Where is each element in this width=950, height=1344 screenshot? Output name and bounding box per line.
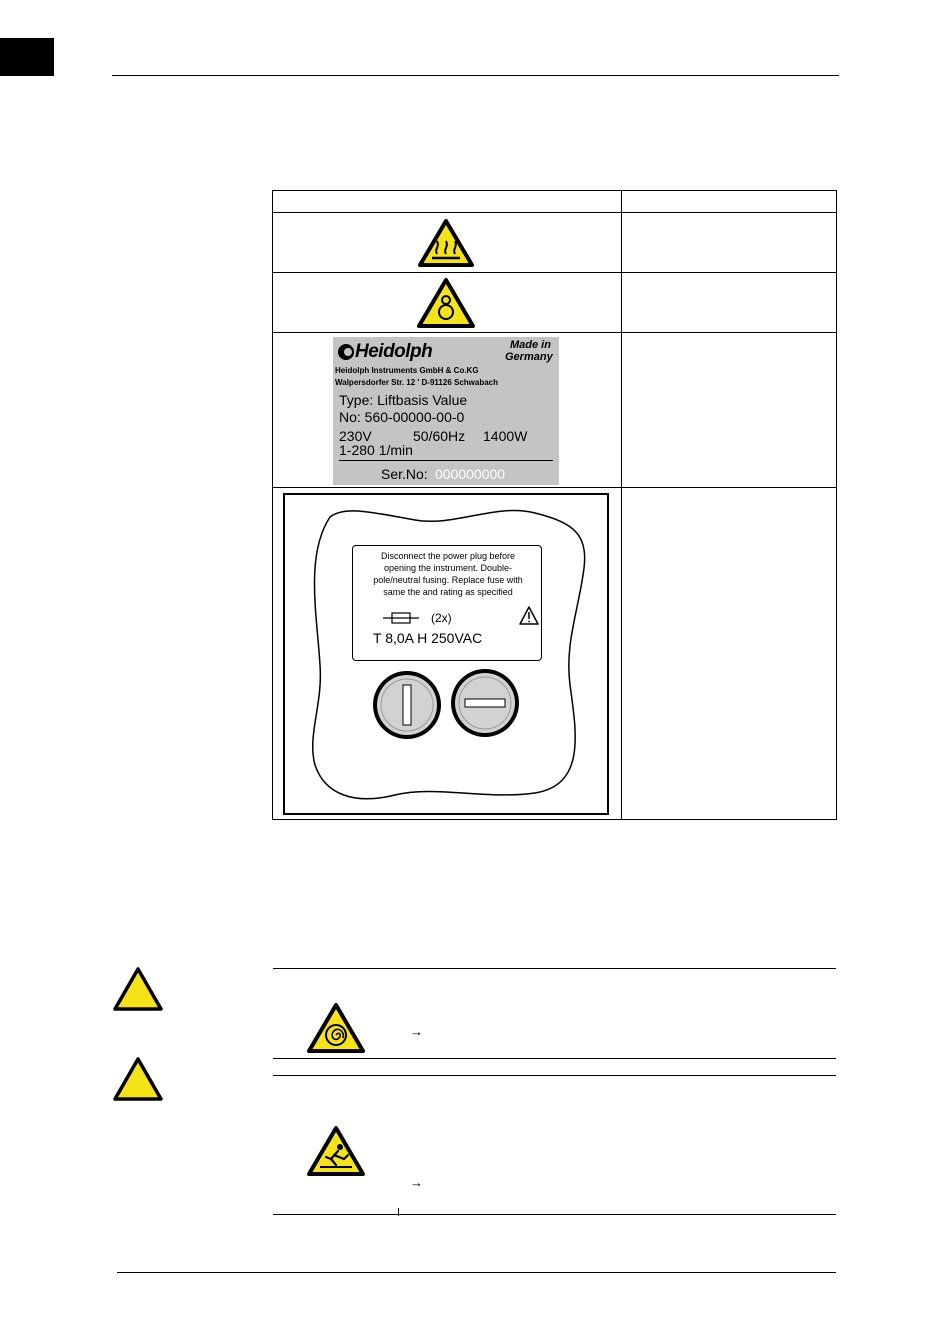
rotating-parts-warning-icon (306, 1002, 366, 1054)
general-warning-icon (112, 1056, 164, 1102)
plate-type: Type: Liftbasis Value (339, 392, 468, 408)
table-row-rule (273, 332, 836, 333)
fuse-label-line: opening the instrument. Double- (383, 563, 513, 573)
small-warning-icon (519, 606, 539, 625)
plate-power: 1400W (483, 428, 528, 444)
warning-bottom-rule (273, 1214, 836, 1215)
plate-manufacturer: Heidolph Instruments GmbH & Co.KG (335, 366, 479, 375)
plate-speed: 1-280 1/min (339, 442, 413, 458)
rating-plate (333, 337, 559, 485)
fuse-label-line: Disconnect the power plug before (380, 551, 516, 561)
plate-serial-value: 000000000 (435, 466, 506, 482)
plate-serial-label: Ser.No: (381, 466, 428, 482)
crushing-hazard-warning-icon (416, 277, 476, 329)
warning-bottom-rule (273, 1058, 836, 1059)
language-tab (0, 38, 54, 76)
general-warning-icon (112, 966, 164, 1012)
plate-brand: Heidolph (355, 341, 433, 362)
rule-tick (398, 1208, 399, 1216)
warning-top-rule (273, 968, 836, 969)
plate-address: Walpersdorfer Str. 12 ' D-91126 Schwabach (335, 378, 499, 387)
plate-number: No: 560-00000-00-0 (339, 409, 465, 425)
fuse-count: (2x) (431, 611, 452, 625)
heidolph-logo-icon (337, 343, 355, 361)
table-header-rule (273, 212, 836, 213)
instruction-arrow: → (410, 1175, 423, 1190)
plate-country: Germany (505, 351, 553, 363)
warning-top-rule (273, 1075, 836, 1076)
plate-voltage: 230V (339, 428, 372, 444)
plate-divider (339, 460, 553, 461)
table-row-rule (273, 272, 836, 273)
fuse-rating: T 8,0A H 250VAC (373, 630, 483, 646)
plate-made-in: Made in (510, 339, 551, 351)
header-rule (112, 75, 839, 76)
table-row-rule (273, 487, 836, 488)
fuse-holder-drawing (283, 493, 609, 815)
fuse-label-line: same the and rating as specified (383, 587, 513, 597)
plate-frequency: 50/60Hz (413, 428, 466, 444)
fuse-symbol-icon (383, 611, 419, 625)
footer-rule (117, 1272, 836, 1273)
fuse-warning-label (352, 545, 542, 661)
hot-surface-warning-icon (417, 218, 475, 268)
instruction-arrow: → (410, 1024, 423, 1039)
fuse-label-line: pole/neutral fusing. Replace fuse with (373, 575, 523, 585)
table-column-divider (621, 191, 622, 819)
tripping-hazard-warning-icon (306, 1125, 366, 1177)
